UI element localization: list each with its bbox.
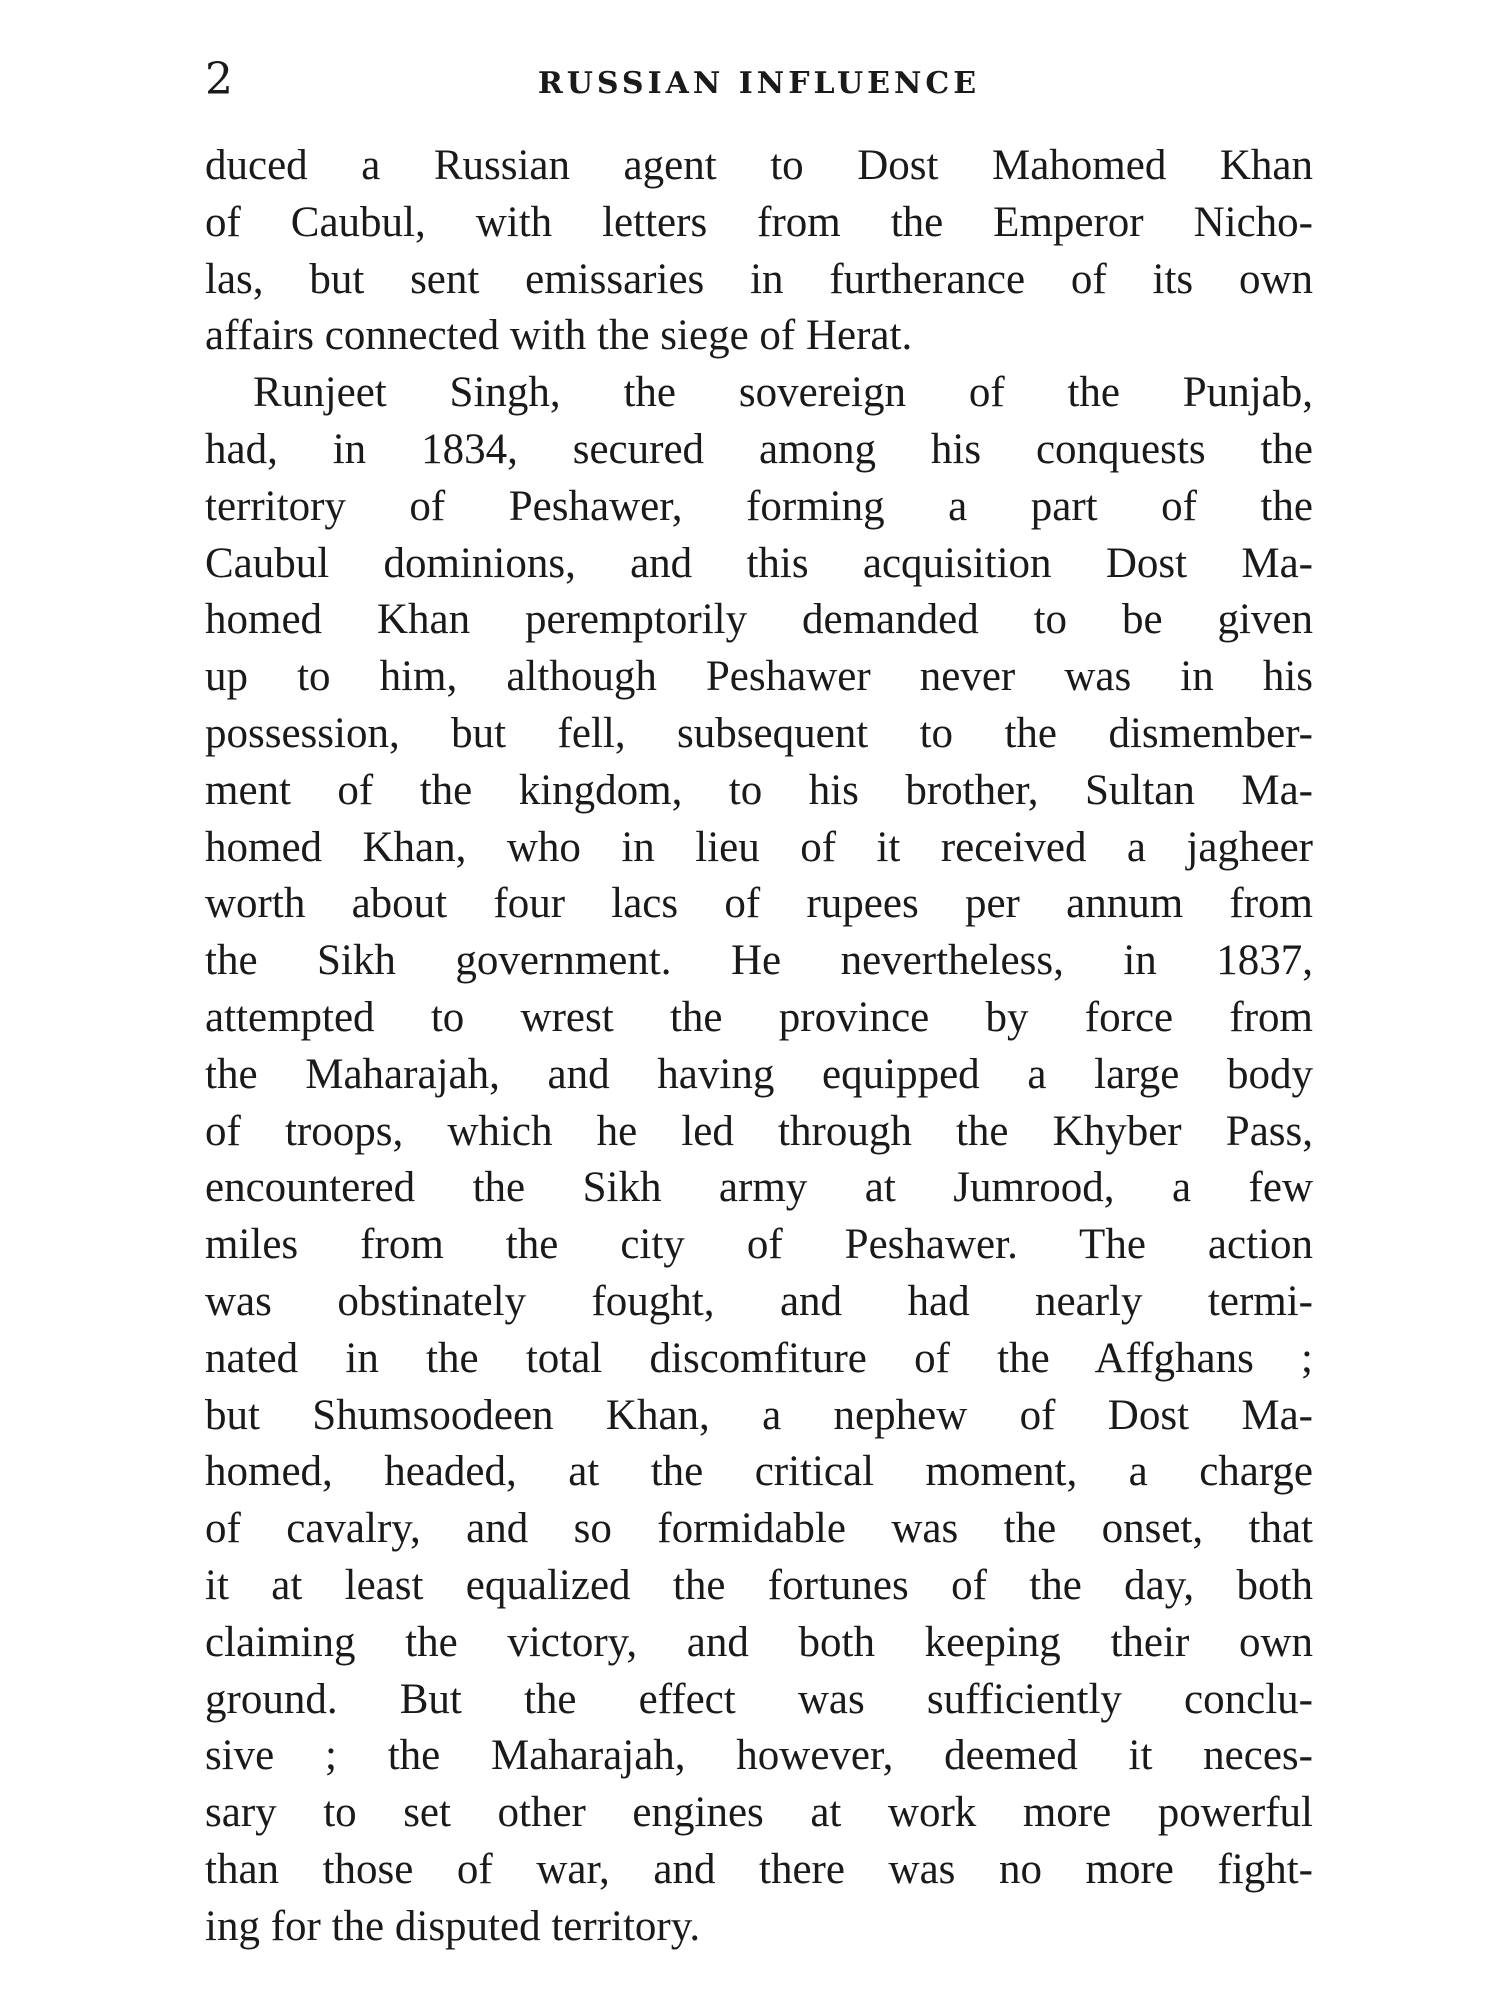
text-line: it at least equalized the fortunes of the day, both [205, 1561, 1313, 1609]
text-line: homed, headed, at the critical moment, a charge [205, 1448, 1313, 1496]
text-line: of cavalry, and so formidable was the onset, that [205, 1505, 1313, 1553]
text-line: possession, but fell, subsequent to the dismember- [205, 709, 1313, 757]
text-line: of troops, which he led through the Khyber Pass, [205, 1107, 1313, 1155]
text-line: worth about four lacs of rupees per annum from [205, 880, 1313, 928]
text-line: ment of the kingdom, to his brother, Sultan Ma- [205, 766, 1313, 814]
text-line: Runjeet Singh, the sovereign of the Punjab, [253, 369, 1313, 417]
text-line: affairs connected with the siege of Herat. [205, 312, 913, 360]
text-line: but Shumsoodeen Khan, a nephew of Dost Ma- [205, 1391, 1313, 1439]
text-line: up to him, although Peshawer never was in his [205, 653, 1313, 701]
text-line: sive ; the Maharajah, however, deemed it neces- [205, 1732, 1313, 1780]
text-line: Caubul dominions, and this acquisition Dost Ma- [205, 539, 1313, 587]
text-line: was obstinately fought, and had nearly termi- [205, 1277, 1313, 1325]
text-line: attempted to wrest the province by force from [205, 993, 1313, 1041]
text-line: homed Khan peremptorily demanded to be given [205, 596, 1313, 644]
text-line: than those of war, and there was no more fight- [205, 1845, 1313, 1893]
text-line: sary to set other engines at work more powerful [205, 1789, 1313, 1837]
running-head: RUSSIAN INFLUENCE [537, 66, 981, 101]
page-number: 2 [205, 54, 233, 105]
body-text [205, 138, 1313, 1956]
text-line: the Maharajah, and having equipped a large body [205, 1050, 1313, 1098]
text-line: had, in 1834, secured among his conquests the [205, 425, 1313, 473]
text-line: territory of Peshawer, forming a part of the [205, 482, 1313, 530]
text-line: las, but sent emissaries in furtherance of its own [205, 255, 1313, 303]
paragraph-2 [205, 365, 1313, 1955]
paragraph-1 [205, 138, 1313, 365]
page-header [205, 50, 1313, 110]
text-line: of Caubul, with letters from the Emperor Nicho- [205, 198, 1313, 246]
text-line: claiming the victory, and both keeping their own [205, 1618, 1313, 1666]
text-line: homed Khan, who in lieu of it received a jagheer [205, 823, 1313, 871]
text-line: encountered the Sikh army at Jumrood, a few [205, 1164, 1313, 1212]
text-line: the Sikh government. He nevertheless, in 1837, [205, 937, 1313, 985]
text-line: ground. But the effect was sufficiently conclu- [205, 1675, 1313, 1723]
text-line: nated in the total discomfiture of the Affghans ; [205, 1334, 1313, 1382]
text-line: ing for the disputed territory. [205, 1902, 701, 1950]
text-line: duced a Russian agent to Dost Mahomed Khan [205, 142, 1313, 189]
text-line: miles from the city of Peshawer. The action [205, 1221, 1313, 1269]
